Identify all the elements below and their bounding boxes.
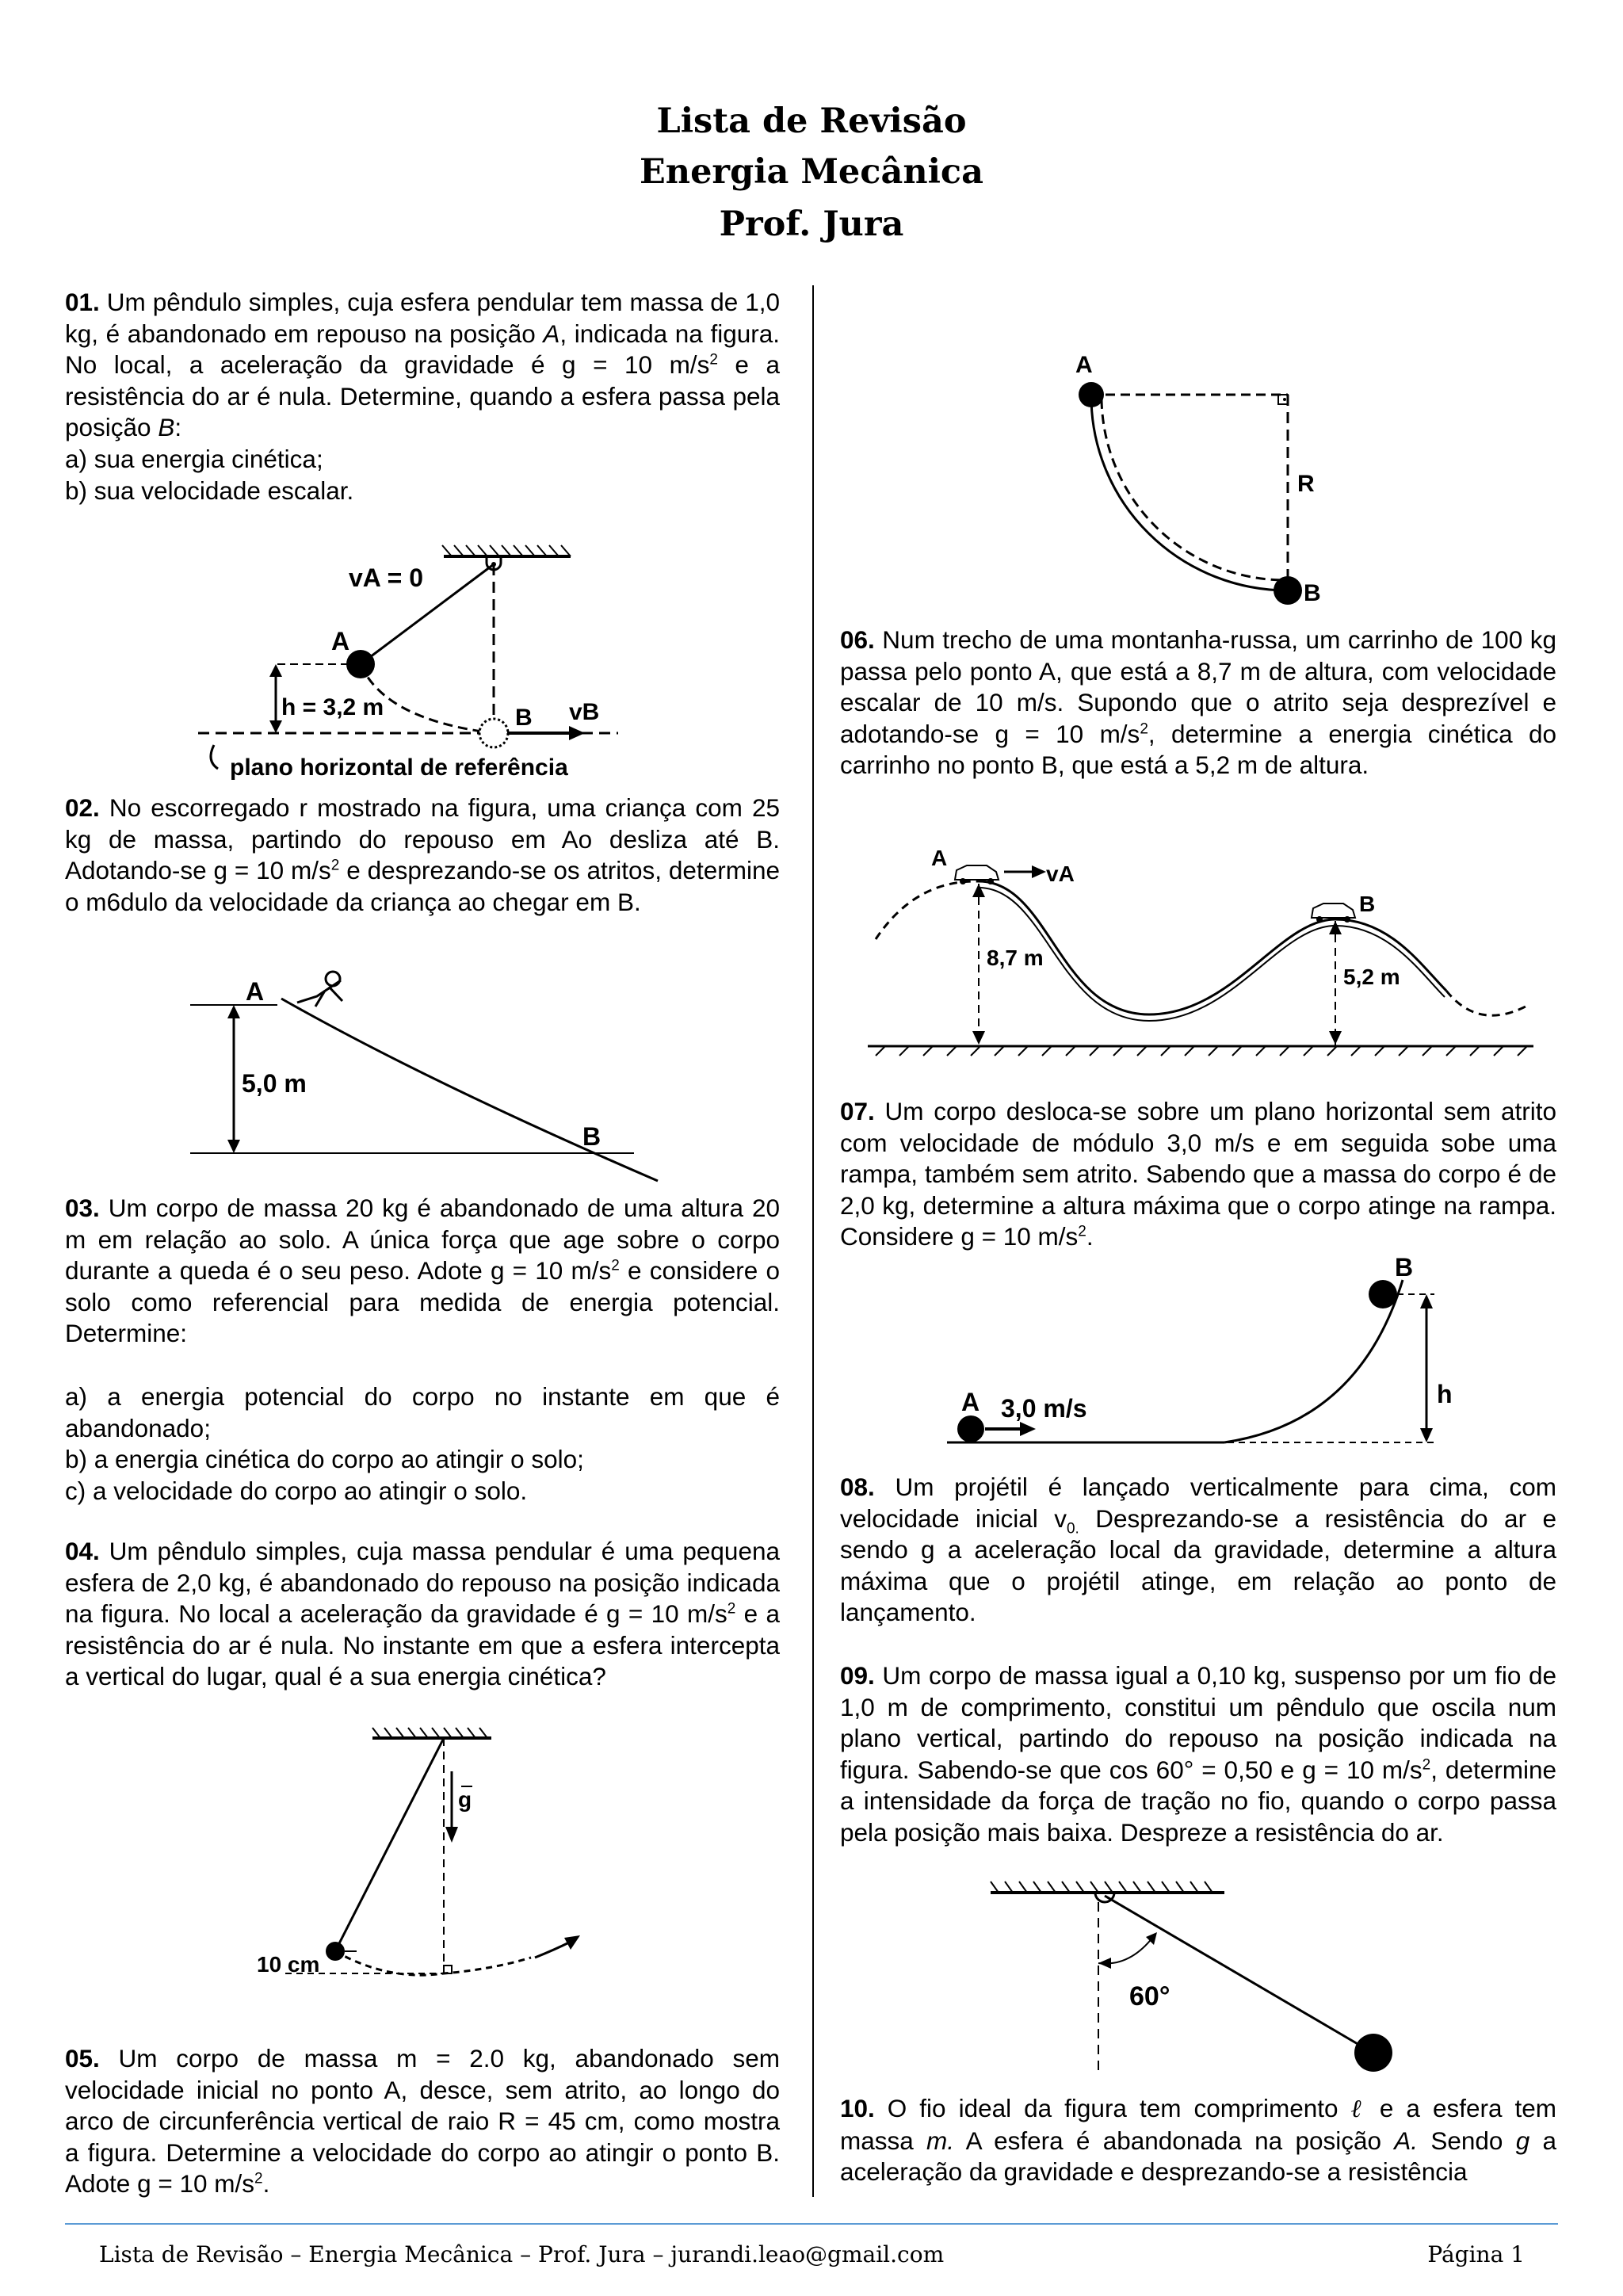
fig06-a-label: A	[931, 846, 948, 870]
title-line-2: Energia Mecânica	[640, 152, 983, 192]
question-text: Sendo	[1418, 2126, 1516, 2155]
exponent: 2	[727, 1600, 736, 1618]
mass-symbol: m.	[926, 2126, 955, 2155]
fig04-h-label: 10 cm	[257, 1952, 320, 1977]
fig05-a-label: A	[1075, 352, 1093, 378]
exponent: 2	[254, 2170, 263, 2187]
fig06-va-label: vA	[1046, 861, 1075, 886]
figure-05-arc	[1058, 349, 1335, 618]
question-number: 02.	[65, 793, 100, 822]
footer-rule	[65, 2223, 1558, 2225]
point-label: A	[543, 319, 560, 348]
question-text: e a resistência do ar é nula. Determine, quando a esfera passa pela posição	[65, 350, 781, 442]
question-09	[840, 1660, 1556, 1849]
page-number: Página 1	[1427, 2241, 1525, 2267]
item-c: c) a velocidade do corpo ao atingir o solo.	[65, 1476, 528, 1505]
question-07	[840, 1096, 1556, 1253]
fig09-angle-label: 60°	[1129, 1981, 1170, 2011]
question-04	[65, 1536, 780, 1693]
question-10	[840, 2093, 1556, 2188]
question-text: Um corpo de massa igual a 0,10 kg, suspenso por um fio de 1,0 m de comprimento, constitui um pêndulo que oscila num plano vertical, partindo do repouso na posição indicada na figura. Sabendo-se que cos 60° = 0,50 e g = 10 m/s	[840, 1661, 1556, 1784]
exponent: 2	[330, 857, 340, 874]
fig01-plane-label: plano horizontal de referência	[230, 755, 568, 781]
question-text: Um corpo de massa m = 2.0 kg, abandonado sem velocidade inicial no ponto A, desce, sem atrito, ao longo do arco de circunferência vertical de raio R = 45 cm, como mostra a figura. Determine a velocidade do corpo ao atingir o ponto B. Adote g = 10 m/s	[65, 2044, 780, 2199]
question-02	[65, 793, 780, 918]
question-text: Um pêndulo simples, cuja massa pendular é uma pequena esfera de 2,0 kg, é abandonado do repouso na posição indicada na figura. No local a aceleração da gravidade é g = 10 m/s	[65, 1537, 780, 1629]
fig06-ha-label: 8,7 m	[987, 946, 1044, 970]
question-number: 08.	[840, 1473, 875, 1501]
gravity-symbol: g	[1515, 2126, 1530, 2155]
point-label: A.	[1394, 2126, 1419, 2155]
fig04-g-label: g	[458, 1787, 472, 1812]
fig02-b-label: B	[582, 1122, 601, 1151]
fig05-b-label: B	[1304, 580, 1321, 606]
figure-09-pendulum	[991, 1880, 1403, 2078]
fig01-a-label: A	[331, 627, 350, 655]
question-text: e desprezando-se os atritos, determine o m6dulo da velocidade da criança ao chegar em B.	[65, 856, 780, 916]
question-text: A esfera é abandonada na posição	[954, 2126, 1395, 2155]
question-text: Um pêndulo simples, cuja esfera pendular tem massa de 1,0 kg, é abandonado em repouso na posição	[65, 288, 780, 348]
fig01-vb-label: vB	[569, 699, 600, 725]
question-text: Um corpo desloca-se sobre um plano horizontal sem atrito com velocidade de módulo 3,0 m/s e em seguida sobe uma rampa, também sem atrito. Sabendo que a massa do corpo é de 2,0 kg, determine a altura máxima que o corpo atinge na rampa. Considere g = 10 m/s	[840, 1097, 1556, 1251]
question-text: Um corpo de massa 20 kg é abandonado de uma altura 20 m em relação ao solo. A única força que age sobre o corpo durante a queda é o seu peso. Adote g = 10 m/s	[65, 1194, 780, 1286]
exponent: 2	[1140, 720, 1148, 738]
question-text: , determine a intensidade da força de tração no fio, quando o corpo passa pela posição mais baixa. Despreze a resistência do ar.	[840, 1755, 1556, 1847]
question-text: Um projétil é lançado verticalmente para cima, com velocidade inicial v	[840, 1473, 1556, 1533]
fig01-h-label: h = 3,2 m	[281, 694, 384, 720]
fig01-va-label: vA = 0	[349, 563, 423, 592]
figure-04-pendulum	[254, 1728, 618, 1989]
question-text: :	[174, 413, 182, 442]
question-number: 10.	[840, 2094, 875, 2122]
question-text: .	[262, 2169, 270, 2199]
question-text: e a resistência do ar é nula. No instante em que a esfera intercepta a vertical do lugar, qual é a sua energia cinética?	[65, 1599, 780, 1691]
item-a: a) sua energia cinética;	[65, 444, 323, 473]
fig02-h-label: 5,0 m	[242, 1069, 307, 1098]
question-text: .	[1086, 1222, 1094, 1251]
figure-07-ramp	[947, 1253, 1470, 1446]
question-06	[840, 625, 1556, 781]
question-01	[65, 287, 780, 506]
question-text: , indicada na figura. No local, a aceleração da gravidade é g = 10 m/s	[65, 319, 780, 380]
question-03	[65, 1193, 780, 1507]
question-text: Num trecho de uma montanha-russa, um carrinho de 100 kg passa pelo ponto A, que está a 8,7 m de altura, com velocidade escalar de 10 m/s. Supondo que o atrito seja desprezível e adotando-se g = 10 m/s	[840, 625, 1556, 748]
question-number: 03.	[65, 1194, 100, 1222]
item-b: b) sua velocidade escalar.	[65, 476, 354, 505]
title-line-1: Lista de Revisão	[656, 101, 967, 141]
fig07-a-label: A	[961, 1388, 980, 1416]
question-text: , determine a energia cinética do carrinho no ponto B, que está a 5,2 m de altura.	[840, 719, 1556, 780]
exponent: 2	[1422, 1756, 1431, 1774]
question-number: 05.	[65, 2044, 100, 2073]
fig06-hb-label: 5,2 m	[1343, 965, 1400, 989]
fig05-r-label: R	[1297, 471, 1315, 497]
figure-06-roller-coaster	[868, 848, 1541, 1058]
question-number: 09.	[840, 1661, 875, 1690]
item-a: a) a energia potencial do corpo no instante em que é abandonado;	[65, 1381, 780, 1442]
fig02-a-label: A	[246, 977, 265, 1006]
fig01-b-label: B	[515, 705, 533, 731]
question-08	[840, 1472, 1556, 1629]
point-label: B	[158, 413, 175, 442]
question-05	[65, 2043, 780, 2200]
fig06-b-label: B	[1359, 892, 1376, 916]
exponent: 2	[709, 351, 718, 369]
exponent: 2	[611, 1257, 620, 1274]
question-text: No escorregado r mostrado na figura, uma criança com 25 kg de massa, partindo do repouso em Ao desliza até B. Adotando-se g = 10 m/s	[65, 793, 780, 885]
question-number: 06.	[840, 625, 875, 654]
question-number: 07.	[840, 1097, 875, 1125]
question-number: 04.	[65, 1537, 100, 1565]
exponent: 2	[1078, 1223, 1086, 1240]
question-text: O fio ideal da figura tem comprimento	[874, 2094, 1351, 2122]
question-text: e a esfera tem massa	[840, 2094, 1556, 2155]
title-line-3: Prof. Jura	[719, 204, 904, 244]
question-number: 01.	[65, 288, 100, 316]
question-text: a aceleração da gravidade e desprezando-se a resistência	[840, 2126, 1557, 2187]
length-symbol: ℓ	[1350, 2095, 1367, 2123]
subscript: 0.	[1066, 1519, 1079, 1537]
footer-text: Lista de Revisão – Energia Mecânica – Prof. Jura – jurandi.leao@gmail.com	[99, 2241, 945, 2267]
question-text: e considere o solo como referencial para medida de energia potencial. Determine:	[65, 1256, 781, 1348]
figure-01-pendulum	[190, 539, 618, 785]
fig07-h-label: h	[1437, 1380, 1453, 1408]
column-divider	[812, 285, 814, 2197]
figure-02-slide	[190, 963, 674, 1185]
question-text: Desprezando-se a resistência do ar e sendo g a aceleração local da gravidade, determine a altura máxima que o projétil atinge, em relação ao ponto de lançamento.	[840, 1503, 1556, 1627]
fig07-v-label: 3,0 m/s	[1001, 1394, 1087, 1423]
fig07-b-label: B	[1395, 1253, 1414, 1282]
item-b: b) a energia cinética do corpo ao atingir o solo;	[65, 1445, 584, 1474]
